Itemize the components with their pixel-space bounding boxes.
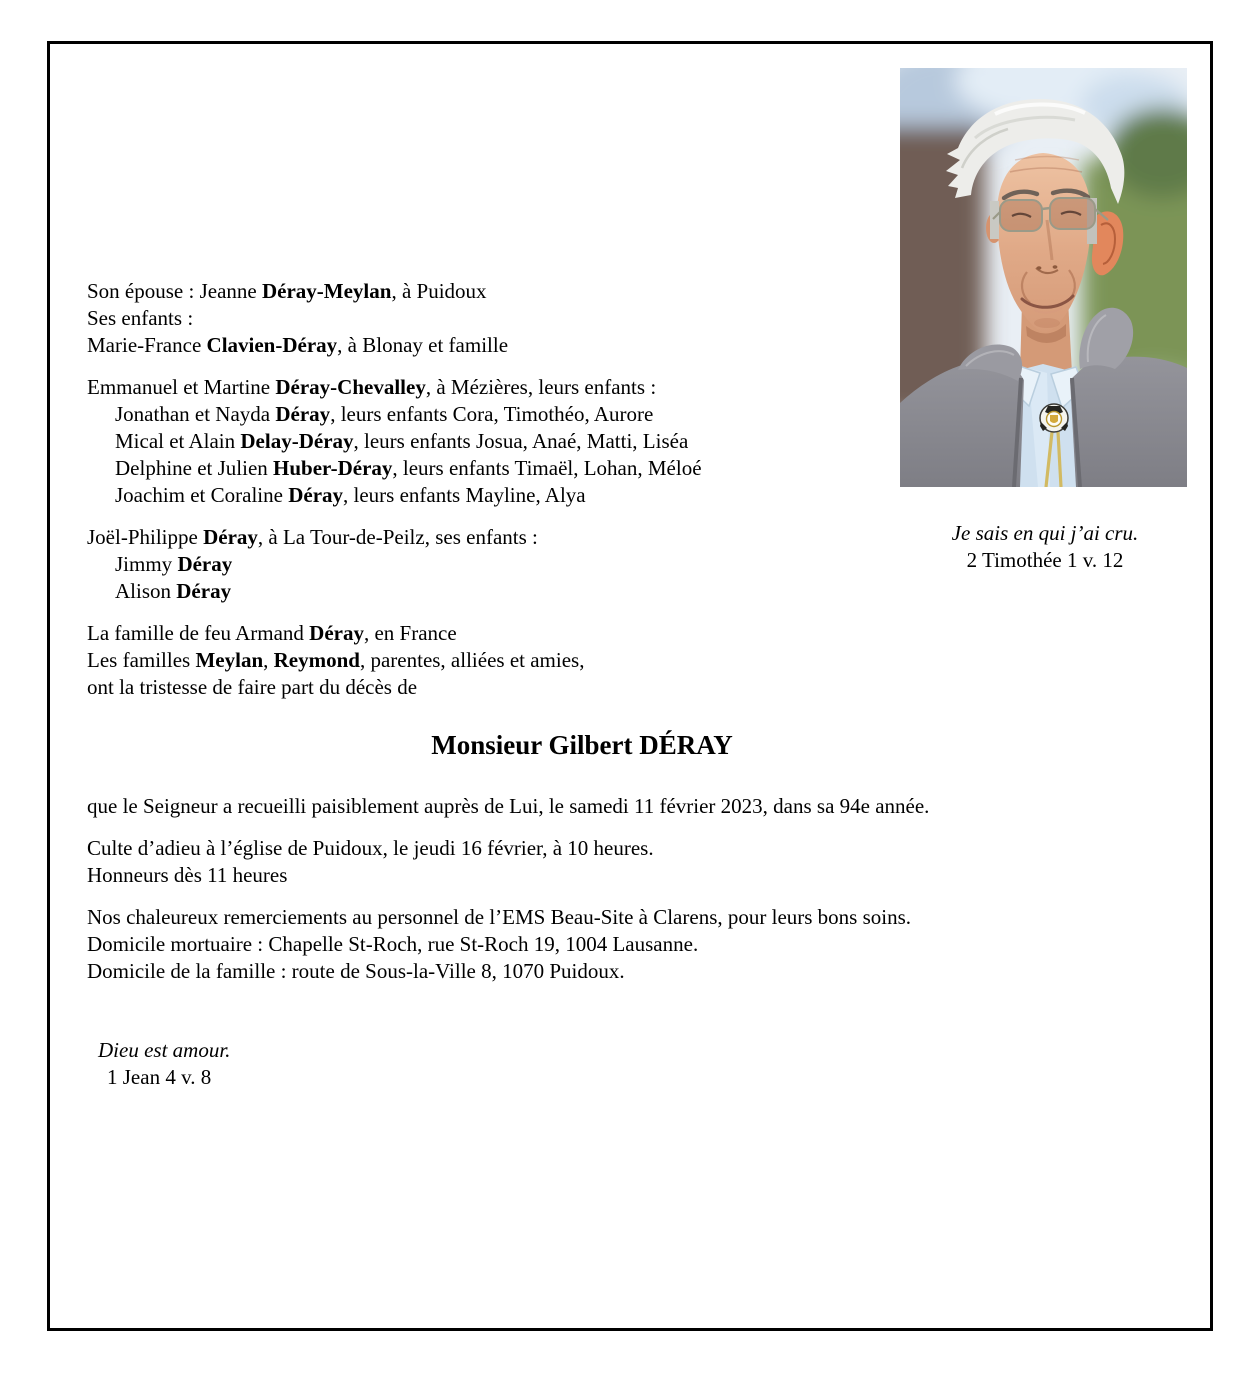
family-name: Meylan [195, 648, 264, 672]
text-segment: , leurs enfants Timaël, Lohan, Méloé [392, 456, 702, 480]
family-name: Déray [177, 552, 233, 576]
family-name: Déray [203, 525, 258, 549]
text-segment: Nos chaleureux remerciements au personnel de l’EMS Beau-Site à Clarens, pour leurs bons soins. [87, 905, 912, 929]
text-line [87, 374, 1077, 401]
text-segment: Ses enfants : [87, 306, 194, 330]
text-segment: Jimmy [115, 552, 178, 576]
text-segment: , [263, 648, 274, 672]
text-line [87, 904, 1077, 931]
text-line [87, 455, 1077, 482]
text-segment: que le Seigneur a recueilli paisiblement auprès de Lui, le samedi 11 février 2023, dans sa 94e année. [87, 794, 930, 818]
text-line [87, 620, 1077, 647]
paragraph [87, 835, 1077, 889]
family-name: Déray [309, 621, 364, 645]
family-name: Déray [288, 483, 344, 507]
closing-quote-reference: 1 Jean 4 v. 8 [107, 1065, 212, 1089]
paragraph [87, 620, 1077, 701]
family-name: Delay-Déray [240, 429, 354, 453]
text-line [87, 524, 1077, 551]
text-segment: Domicile mortuaire : Chapelle St-Roch, rue St-Roch 19, 1004 Lausanne. [87, 932, 699, 956]
text-segment: Marie-France [87, 333, 207, 357]
text-segment: Alison [115, 579, 177, 603]
text-line [87, 578, 1077, 605]
paragraph [87, 374, 1077, 509]
paragraph [87, 793, 1077, 820]
text-line [87, 305, 1077, 332]
text-line [87, 674, 1077, 701]
paragraph [87, 904, 1077, 985]
text-segment: La famille de feu Armand [87, 621, 310, 645]
text-segment: , à La Tour-de-Peilz, ses enfants : [257, 525, 538, 549]
family-name: Reymond [273, 648, 360, 672]
closing-quote-text: Dieu est amour. [98, 1038, 231, 1062]
text-segment: Emmanuel et Martine [87, 375, 276, 399]
text-segment: Honneurs dès 11 heures [87, 863, 288, 887]
text-line [87, 931, 1077, 958]
text-segment: , parentes, alliées et amies, [359, 648, 585, 672]
deceased-name-title: Monsieur Gilbert DÉRAY [431, 730, 733, 760]
text-line [87, 332, 1077, 359]
text-line [87, 482, 1077, 509]
text-line [87, 793, 1077, 820]
photo-quote-reference: 2 Timothée 1 v. 12 [966, 548, 1124, 572]
text-line [87, 862, 1077, 889]
text-segment: Joachim et Coraline [115, 483, 289, 507]
text-segment: Joël-Philippe [87, 525, 204, 549]
photo-quote-text: Je sais en qui j’ai cru. [951, 521, 1139, 545]
text-segment: , à Mézières, leurs enfants : [425, 375, 657, 399]
text-segment: Les familles [87, 648, 196, 672]
text-line [87, 551, 1077, 578]
text-segment: ont la tristesse de faire part du décès de [87, 675, 418, 699]
text-line [87, 835, 1077, 862]
announcement-page [47, 41, 1213, 1331]
text-line [87, 278, 1077, 305]
text-segment: Jonathan et Nayda [115, 402, 276, 426]
family-name: Déray [176, 579, 232, 603]
family-name: Déray-Chevalley [275, 375, 426, 399]
family-name: Déray [275, 402, 331, 426]
family-name: Clavien-Déray [206, 333, 338, 357]
text-segment: Culte d’adieu à l’église de Puidoux, le jeudi 16 février, à 10 heures. [87, 836, 654, 860]
family-name: Déray-Meylan [261, 279, 392, 303]
text-segment: Domicile de la famille : route de Sous-la-Ville 8, 1070 Puidoux. [87, 959, 625, 983]
paragraph [87, 524, 1077, 605]
text-segment: , à Blonay et famille [337, 333, 509, 357]
text-segment: , leurs enfants Mayline, Alya [343, 483, 586, 507]
text-line [87, 401, 1077, 428]
text-segment: Delphine et Julien [115, 456, 274, 480]
closing-quote [87, 1037, 1077, 1091]
text-segment: , en France [363, 621, 457, 645]
text-line [87, 958, 1077, 985]
text-line [87, 647, 1077, 674]
text-segment: , leurs enfants Josua, Anaé, Matti, Liséa [353, 429, 689, 453]
text-segment: , leurs enfants Cora, Timothéo, Aurore [330, 402, 654, 426]
text-segment: , à Puidoux [391, 279, 487, 303]
text-segment: Son épouse : Jeanne [87, 279, 262, 303]
content-column [87, 278, 1077, 1091]
text-segment: Mical et Alain [115, 429, 241, 453]
announcement-body [87, 278, 1077, 985]
paragraph [87, 278, 1077, 359]
text-line [87, 428, 1077, 455]
family-name: Huber-Déray [273, 456, 393, 480]
